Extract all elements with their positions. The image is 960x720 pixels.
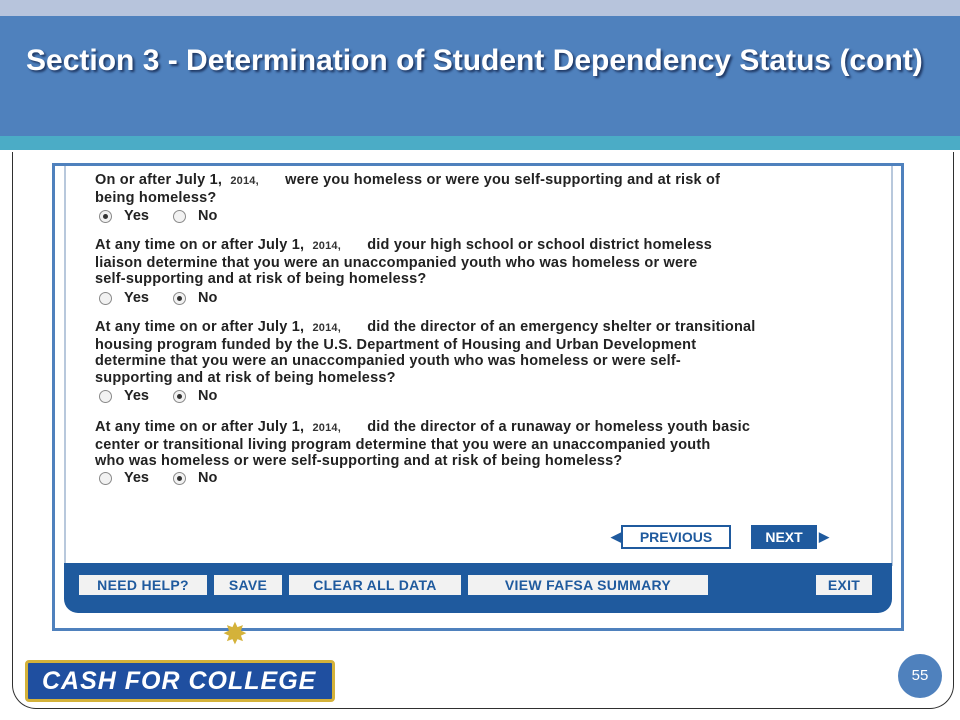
next-button[interactable]: NEXT ▶ bbox=[751, 525, 817, 549]
header-accent-strip bbox=[0, 136, 960, 150]
radio-button[interactable] bbox=[99, 292, 112, 305]
radio-button[interactable] bbox=[173, 210, 186, 223]
option-no[interactable]: No bbox=[173, 290, 217, 306]
star-icon: ✸ bbox=[222, 618, 248, 651]
question-runaway-program bbox=[95, 419, 855, 470]
answer-group-emergency-shelter bbox=[99, 388, 237, 407]
form-border-left bbox=[64, 166, 66, 566]
question-school-liaison bbox=[95, 237, 855, 288]
question-line: On or after July 1, 2014, were you homeless or were you self-supporting and at risk of bbox=[95, 172, 721, 188]
year-value: 2014, bbox=[312, 240, 342, 252]
question-line: being homeless? bbox=[95, 189, 217, 206]
radio-button[interactable] bbox=[173, 472, 186, 485]
radio-button[interactable] bbox=[99, 472, 112, 485]
question-line: who was homeless or were self-supporting and at risk of being homeless? bbox=[95, 453, 623, 469]
question-line: self-supporting and at risk of being homeless? bbox=[95, 271, 427, 287]
save-button[interactable]: SAVE bbox=[214, 575, 282, 595]
radio-button[interactable] bbox=[99, 390, 112, 403]
question-line: At any time on or after July 1, 2014, did the director of an emergency shelter or transitional bbox=[95, 319, 756, 335]
option-no[interactable]: No bbox=[173, 208, 217, 224]
slide-title: Section 3 - Determination of Student Dependency Status (cont) bbox=[26, 44, 923, 77]
question-line: supporting and at risk of being homeless? bbox=[95, 369, 396, 386]
question-emergency-shelter bbox=[95, 319, 855, 386]
option-yes[interactable]: Yes bbox=[99, 290, 149, 306]
logo-text: CASH FOR COLLEGE bbox=[42, 667, 317, 695]
option-yes[interactable]: Yes bbox=[99, 388, 149, 404]
question-line: liaison determine that you were an unaccompanied youth who was homeless or were bbox=[95, 254, 698, 271]
form-border-right bbox=[891, 166, 893, 566]
year-value: 2014, bbox=[230, 175, 259, 187]
previous-button[interactable]: ◀ PREVIOUS bbox=[621, 525, 731, 549]
answer-group-school-liaison bbox=[99, 290, 237, 309]
question-line: center or transitional living program determine that you were an unaccompanied youth bbox=[95, 436, 711, 453]
radio-button[interactable] bbox=[99, 210, 112, 223]
exit-button[interactable]: EXIT bbox=[816, 575, 872, 595]
answer-group-homeless bbox=[99, 208, 237, 227]
answer-group-runaway-program bbox=[99, 470, 237, 489]
question-line: housing program funded by the U.S. Department of Housing and Urban Development bbox=[95, 336, 697, 353]
radio-button[interactable] bbox=[173, 292, 186, 305]
view-fafsa-summary-button[interactable]: VIEW FAFSA SUMMARY bbox=[468, 575, 708, 595]
question-line: At any time on or after July 1, 2014, did your high school or school district homeless bbox=[95, 237, 713, 253]
year-value: 2014, bbox=[312, 322, 342, 334]
question-line: determine that you were an unaccompanied youth who was homeless or were self- bbox=[95, 353, 681, 369]
fafsa-form-screenshot bbox=[52, 163, 904, 631]
option-yes[interactable]: Yes bbox=[99, 208, 149, 224]
radio-button[interactable] bbox=[173, 390, 186, 403]
page-number-badge: 55 bbox=[898, 654, 942, 698]
question-homeless bbox=[95, 172, 855, 206]
option-no[interactable]: No bbox=[173, 470, 217, 486]
option-no[interactable]: No bbox=[173, 388, 217, 404]
question-line: At any time on or after July 1, 2014, did the director of a runaway or homeless youth basic bbox=[95, 419, 751, 435]
option-yes[interactable]: Yes bbox=[99, 470, 149, 486]
cash-for-college-logo bbox=[25, 660, 335, 702]
year-value: 2014, bbox=[312, 422, 342, 434]
clear-all-data-button[interactable]: CLEAR ALL DATA bbox=[289, 575, 461, 595]
need-help-button[interactable]: NEED HELP? bbox=[79, 575, 207, 595]
form-action-bar bbox=[64, 563, 892, 613]
